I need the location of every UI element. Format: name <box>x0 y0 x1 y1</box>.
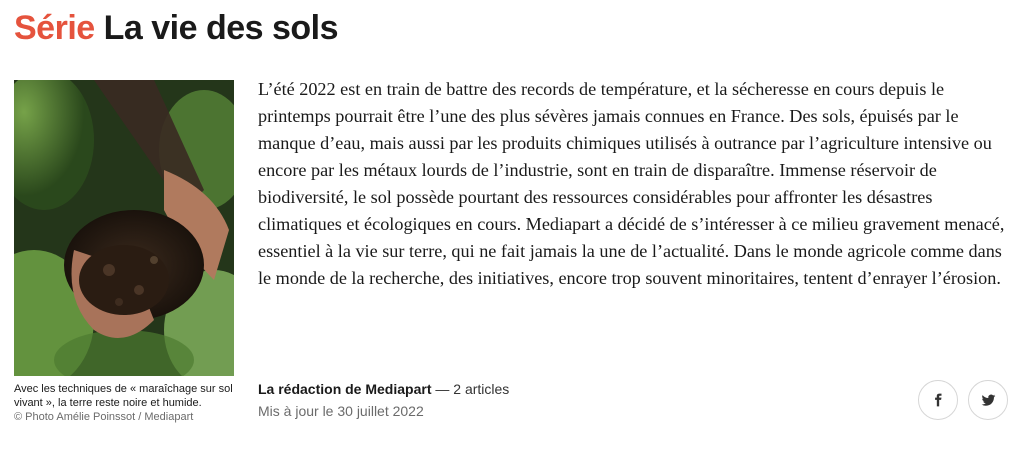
series-photo <box>14 80 234 376</box>
updated-date: Mis à jour le 30 juillet 2022 <box>258 403 424 419</box>
series-name: La vie des sols <box>103 9 339 47</box>
meta-separator: — <box>435 381 450 397</box>
facebook-icon <box>931 393 945 407</box>
photo-credit: © Photo Amélie Poinssot / Mediapart <box>14 411 194 423</box>
photo-caption <box>14 382 244 424</box>
caption-text: Avec les techniques de « maraîchage sur sol vivant », la terre reste noire et humide. <box>14 383 233 409</box>
series-intro: L’été 2022 est en train de battre des records de température, et la sécheresse en cours depuis le printemps pourrait être l’une des plus sévères jamais connues en France. Des sols, épuisés par le manque d’eau, mais aussi par les produits chimiques utilisés à outrance par l’agriculture intensive ou encore par les métaux lourds de l’industrie, sont en train de disparaître. Immense réservoir de biodiversité, le sol possède pourtant des ressources considérables pour affronter les désastres climatiques et écologiques en cours. Mediapart a décidé de s’intéresser à ce milieu gravement menacé, essentiel à la vie sur terre, qui ne fait jamais la une de l’actualité. Dans le monde agricole comme dans le monde de la recherche, des initiatives, encore trop souvent minoritaires, tentent d’enrayer l’érosion. <box>258 79 1005 288</box>
author-link[interactable]: La rédaction de Mediapart <box>258 381 432 397</box>
series-kicker: Série <box>14 9 95 47</box>
soil-hands-image <box>14 80 234 376</box>
article-count: 2 articles <box>453 381 510 397</box>
share-twitter-button[interactable] <box>968 380 1008 420</box>
series-title <box>14 6 338 50</box>
share-facebook-button[interactable] <box>918 380 958 420</box>
twitter-icon <box>981 393 996 408</box>
series-meta <box>258 378 509 422</box>
